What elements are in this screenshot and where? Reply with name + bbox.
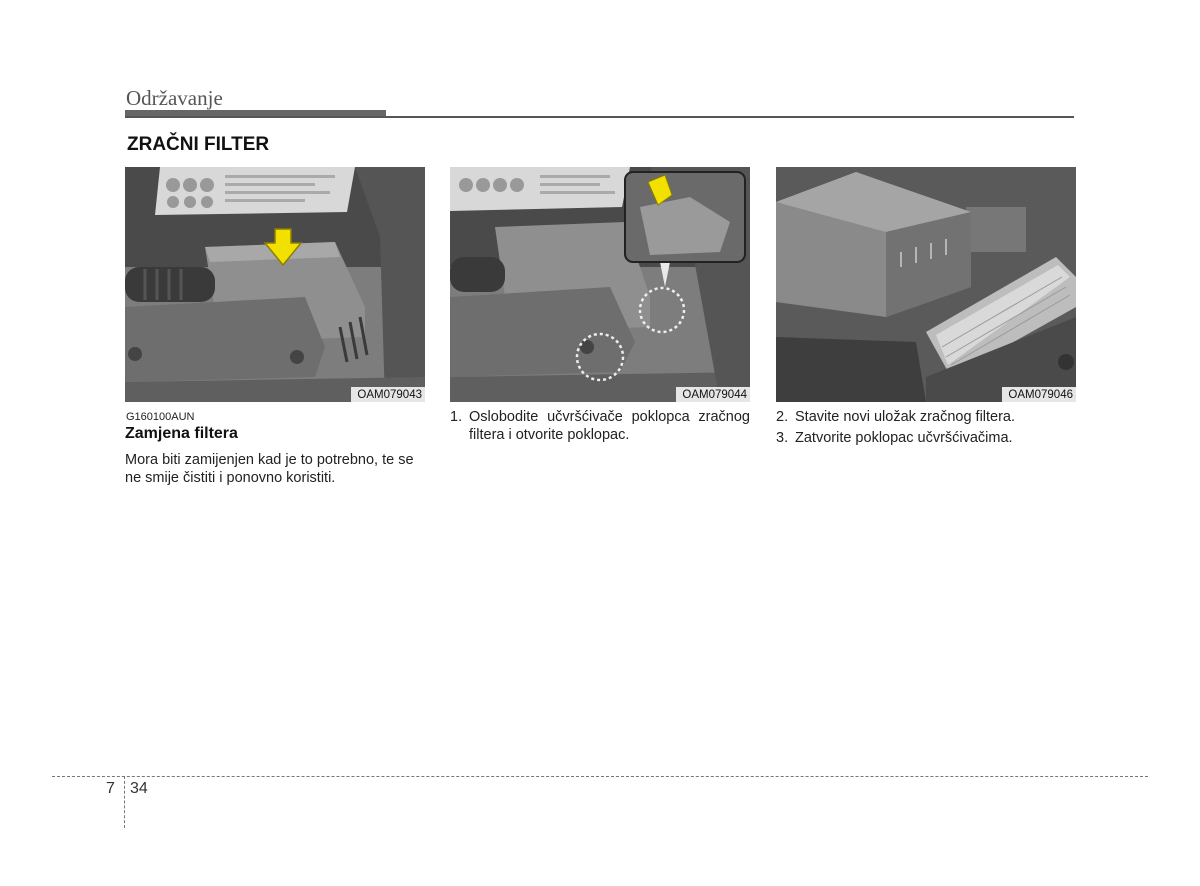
step-3 — [776, 429, 1076, 447]
figure-air-cleaner-cover — [125, 167, 425, 402]
step-2 — [776, 408, 1076, 426]
step-text: Oslobodite učvršćivače poklopca zračnog filtera i otvorite poklopac. — [469, 409, 750, 443]
footer-divider-vertical — [124, 776, 125, 828]
page-chapter: 7 — [106, 780, 115, 797]
sub-heading: Zamjena filtera — [125, 425, 238, 442]
figure-code: OAM079046 — [1002, 387, 1076, 402]
air-cleaner-cover-photo — [125, 167, 425, 402]
body-text: Mora biti zamijenjen kad je to potrebno, te se ne smije čistiti i ponovno koristiti. — [125, 452, 414, 486]
step-number: 2. — [776, 409, 789, 425]
header-rule-thin — [125, 116, 1074, 118]
footer-divider — [52, 776, 1148, 777]
step-text: Stavite novi uložak zračnog filtera. — [795, 409, 1016, 425]
chapter-heading: ZRAČNI FILTER — [127, 134, 270, 155]
page-number: 34 — [130, 780, 148, 797]
figure-code: OAM079043 — [351, 387, 425, 402]
step-number: 1. — [450, 409, 463, 425]
step-text: Zatvorite poklopac učvršćivačima. — [795, 430, 1013, 446]
step-number: 3. — [776, 430, 789, 446]
reference-code: G160100AUN — [126, 411, 195, 423]
air-cleaner-clips-photo — [450, 167, 750, 402]
section-title: Održavanje — [126, 86, 223, 110]
figure-air-filter-element — [776, 167, 1076, 402]
step-1 — [450, 408, 750, 444]
figure-air-cleaner-clips — [450, 167, 750, 402]
figure-code: OAM079044 — [676, 387, 750, 402]
air-filter-element-photo — [776, 167, 1076, 402]
